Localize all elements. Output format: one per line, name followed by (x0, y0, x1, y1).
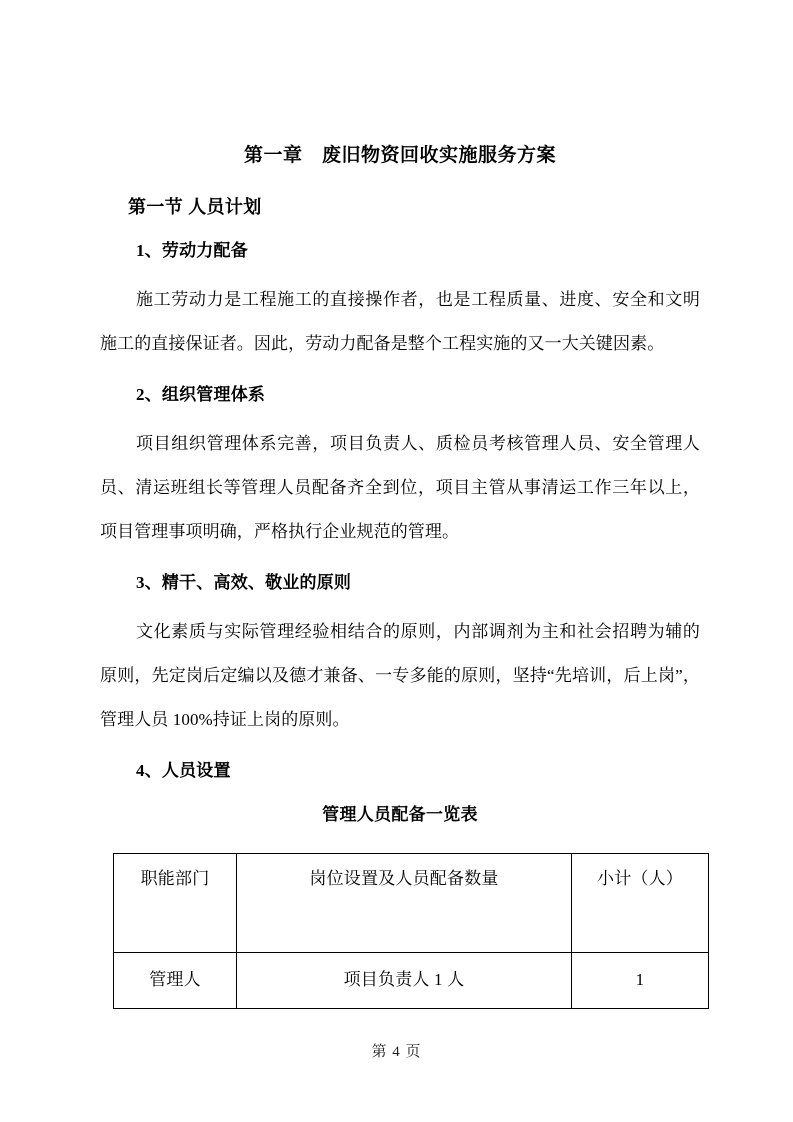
document-content (100, 0, 700, 828)
body-paragraph-1: 施工劳动力是工程施工的直接操作者，也是工程质量、进度、安全和文明施工的直接保证者。因此，劳动力配备是整个工程实施的又一大关键因素。 (100, 290, 700, 353)
table-header-row (114, 854, 709, 953)
table-caption: 管理人员配备一览表 (322, 805, 478, 824)
body-paragraph-2: 项目组织管理体系完善，项目负责人、质检员考核管理人员、安全管理人员、清运班组长等管理人员配备齐全到位，项目主管从事清运工作三年以上， 项目管理事项明确，严格执行企业规范的管理。 (100, 434, 700, 541)
body-paragraph-3: 文化素质与实际管理经验相结合的原则，内部调剂为主和社会招聘为辅的原则，先定岗后定编以及德才兼备、一专多能的原则，坚持“先培训，后上岗”，管理人员 100%持证上岗的原则。 (100, 622, 700, 729)
table-cell-positions: 项目负责人 1 人 (237, 953, 572, 1009)
sub-heading-4: 4、人员设置 (136, 761, 231, 780)
table-header-cell-positions: 岗位设置及人员配备数量 (237, 854, 572, 953)
chapter-title: 第一章 废旧物资回收实施服务方案 (243, 145, 556, 166)
page-number-footer: 第 4 页 (371, 1044, 422, 1060)
staff-table (113, 853, 709, 1009)
table-cell-subtotal: 1 (572, 953, 709, 1009)
section-heading: 第一节 人员计划 (128, 197, 262, 217)
sub-heading-2: 2、组织管理体系 (136, 385, 266, 404)
staff-table-container (113, 853, 681, 1009)
sub-heading-3: 3、精干、高效、敬业的原则 (136, 573, 352, 592)
table-cell-department: 管理人 (114, 953, 237, 1009)
sub-heading-1: 1、劳动力配备 (136, 241, 248, 260)
table-header-cell-subtotal: 小计（人） (572, 854, 709, 953)
table-row (114, 953, 709, 1009)
table-header-cell-department: 职能部门 (114, 854, 237, 953)
